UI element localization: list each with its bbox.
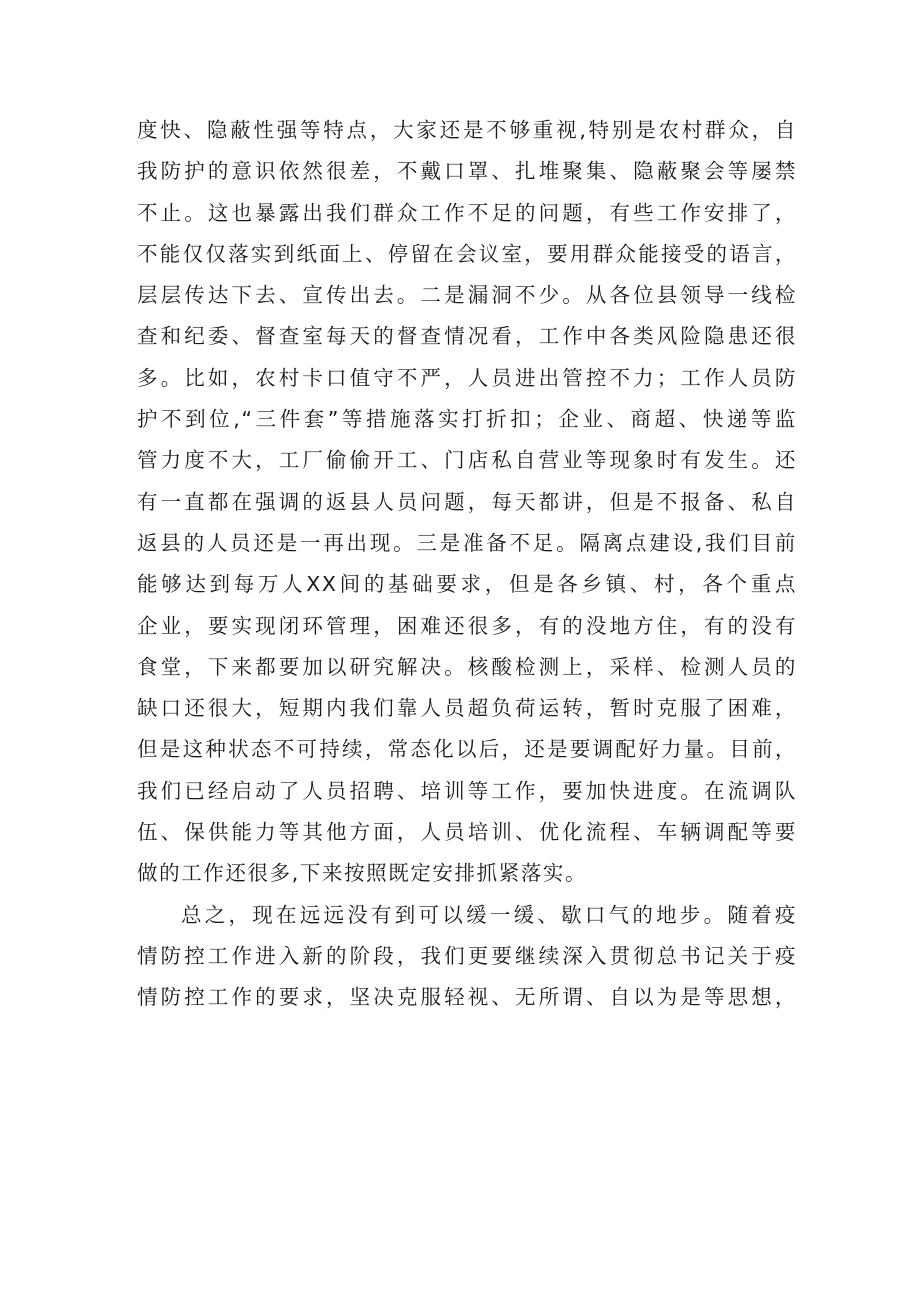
paragraph-1-line-14: 食堂，下来都要加以研究解决。核酸检测上，采样、检测人员的 — [137, 654, 797, 679]
paragraph-1-line-2: 我防护的意识依然很差，不戴口罩、扎堆聚集、隐蔽聚会等屡禁 — [137, 159, 797, 184]
paragraph-1-line-17: 我们已经启动了人员招聘、培训等工作，要加快进度。在流调队 — [137, 778, 797, 803]
paragraph-1-line-15: 缺口还很大，短期内我们靠人员超负荷运转，暂时克服了困难， — [137, 696, 797, 721]
paragraph-1-line-13: 企业，要实现闭环管理，困难还很多，有的没地方住，有的没有 — [137, 613, 797, 638]
paragraph-1-line-16: 但是这种状态不可持续，常态化以后，还是要调配好力量。目前， — [137, 737, 797, 762]
paragraph-2-line-2: 情防控工作进入新的阶段，我们更要继续深入贯彻总书记关于疫 — [137, 943, 797, 968]
paragraph-1-line-7: 多。比如，农村卡口值守不严，人员进出管控不力；工作人员防 — [137, 365, 797, 390]
paragraph-1-line-3: 不止。这也暴露出我们群众工作不足的问题，有些工作安排了， — [137, 200, 797, 225]
paragraph-1-line-8: 护不到位,“三件套”等措施落实打折扣；企业、商超、快递等监 — [137, 407, 797, 432]
paragraph-1-line-11: 返县的人员还是一再出现。三是准备不足。隔离点建设,我们目前 — [137, 530, 797, 555]
paragraph-1-line-18: 伍、保供能力等其他方面，人员培训、优化流程、车辆调配等要 — [137, 820, 797, 845]
paragraph-1-line-5: 层层传达下去、宣传出去。二是漏洞不少。从各位县领导一线检 — [137, 283, 797, 308]
paragraph-1-line-12: 能够达到每万人XX间的基础要求，但是各乡镇、村，各个重点 — [137, 572, 797, 597]
paragraph-1-line-10: 有一直都在强调的返县人员问题，每天都讲，但是不报备、私自 — [137, 489, 797, 514]
paragraph-2-line-1: 总之，现在远远没有到可以缓一缓、歇口气的地步。随着疫 — [181, 902, 797, 927]
paragraph-1-line-6: 查和纪委、督查室每天的督查情况看，工作中各类风险隐患还很 — [137, 324, 797, 349]
paragraph-1-line-9: 管力度不大，工厂偷偷开工、门店私自营业等现象时有发生。还 — [137, 448, 797, 473]
paragraph-2-line-3: 情防控工作的要求，坚决克服轻视、无所谓、自以为是等思想， — [137, 985, 797, 1010]
paragraph-1-line-1: 度快、隐蔽性强等特点，大家还是不够重视,特别是农村群众，自 — [137, 118, 797, 142]
paragraph-1-line-19: 做的工作还很多,下来按照既定安排抓紧落实。 — [137, 861, 588, 886]
paragraph-1-line-4: 不能仅仅落实到纸面上、停留在会议室，要用群众能接受的语言， — [137, 241, 797, 266]
document-body — [137, 110, 797, 1019]
